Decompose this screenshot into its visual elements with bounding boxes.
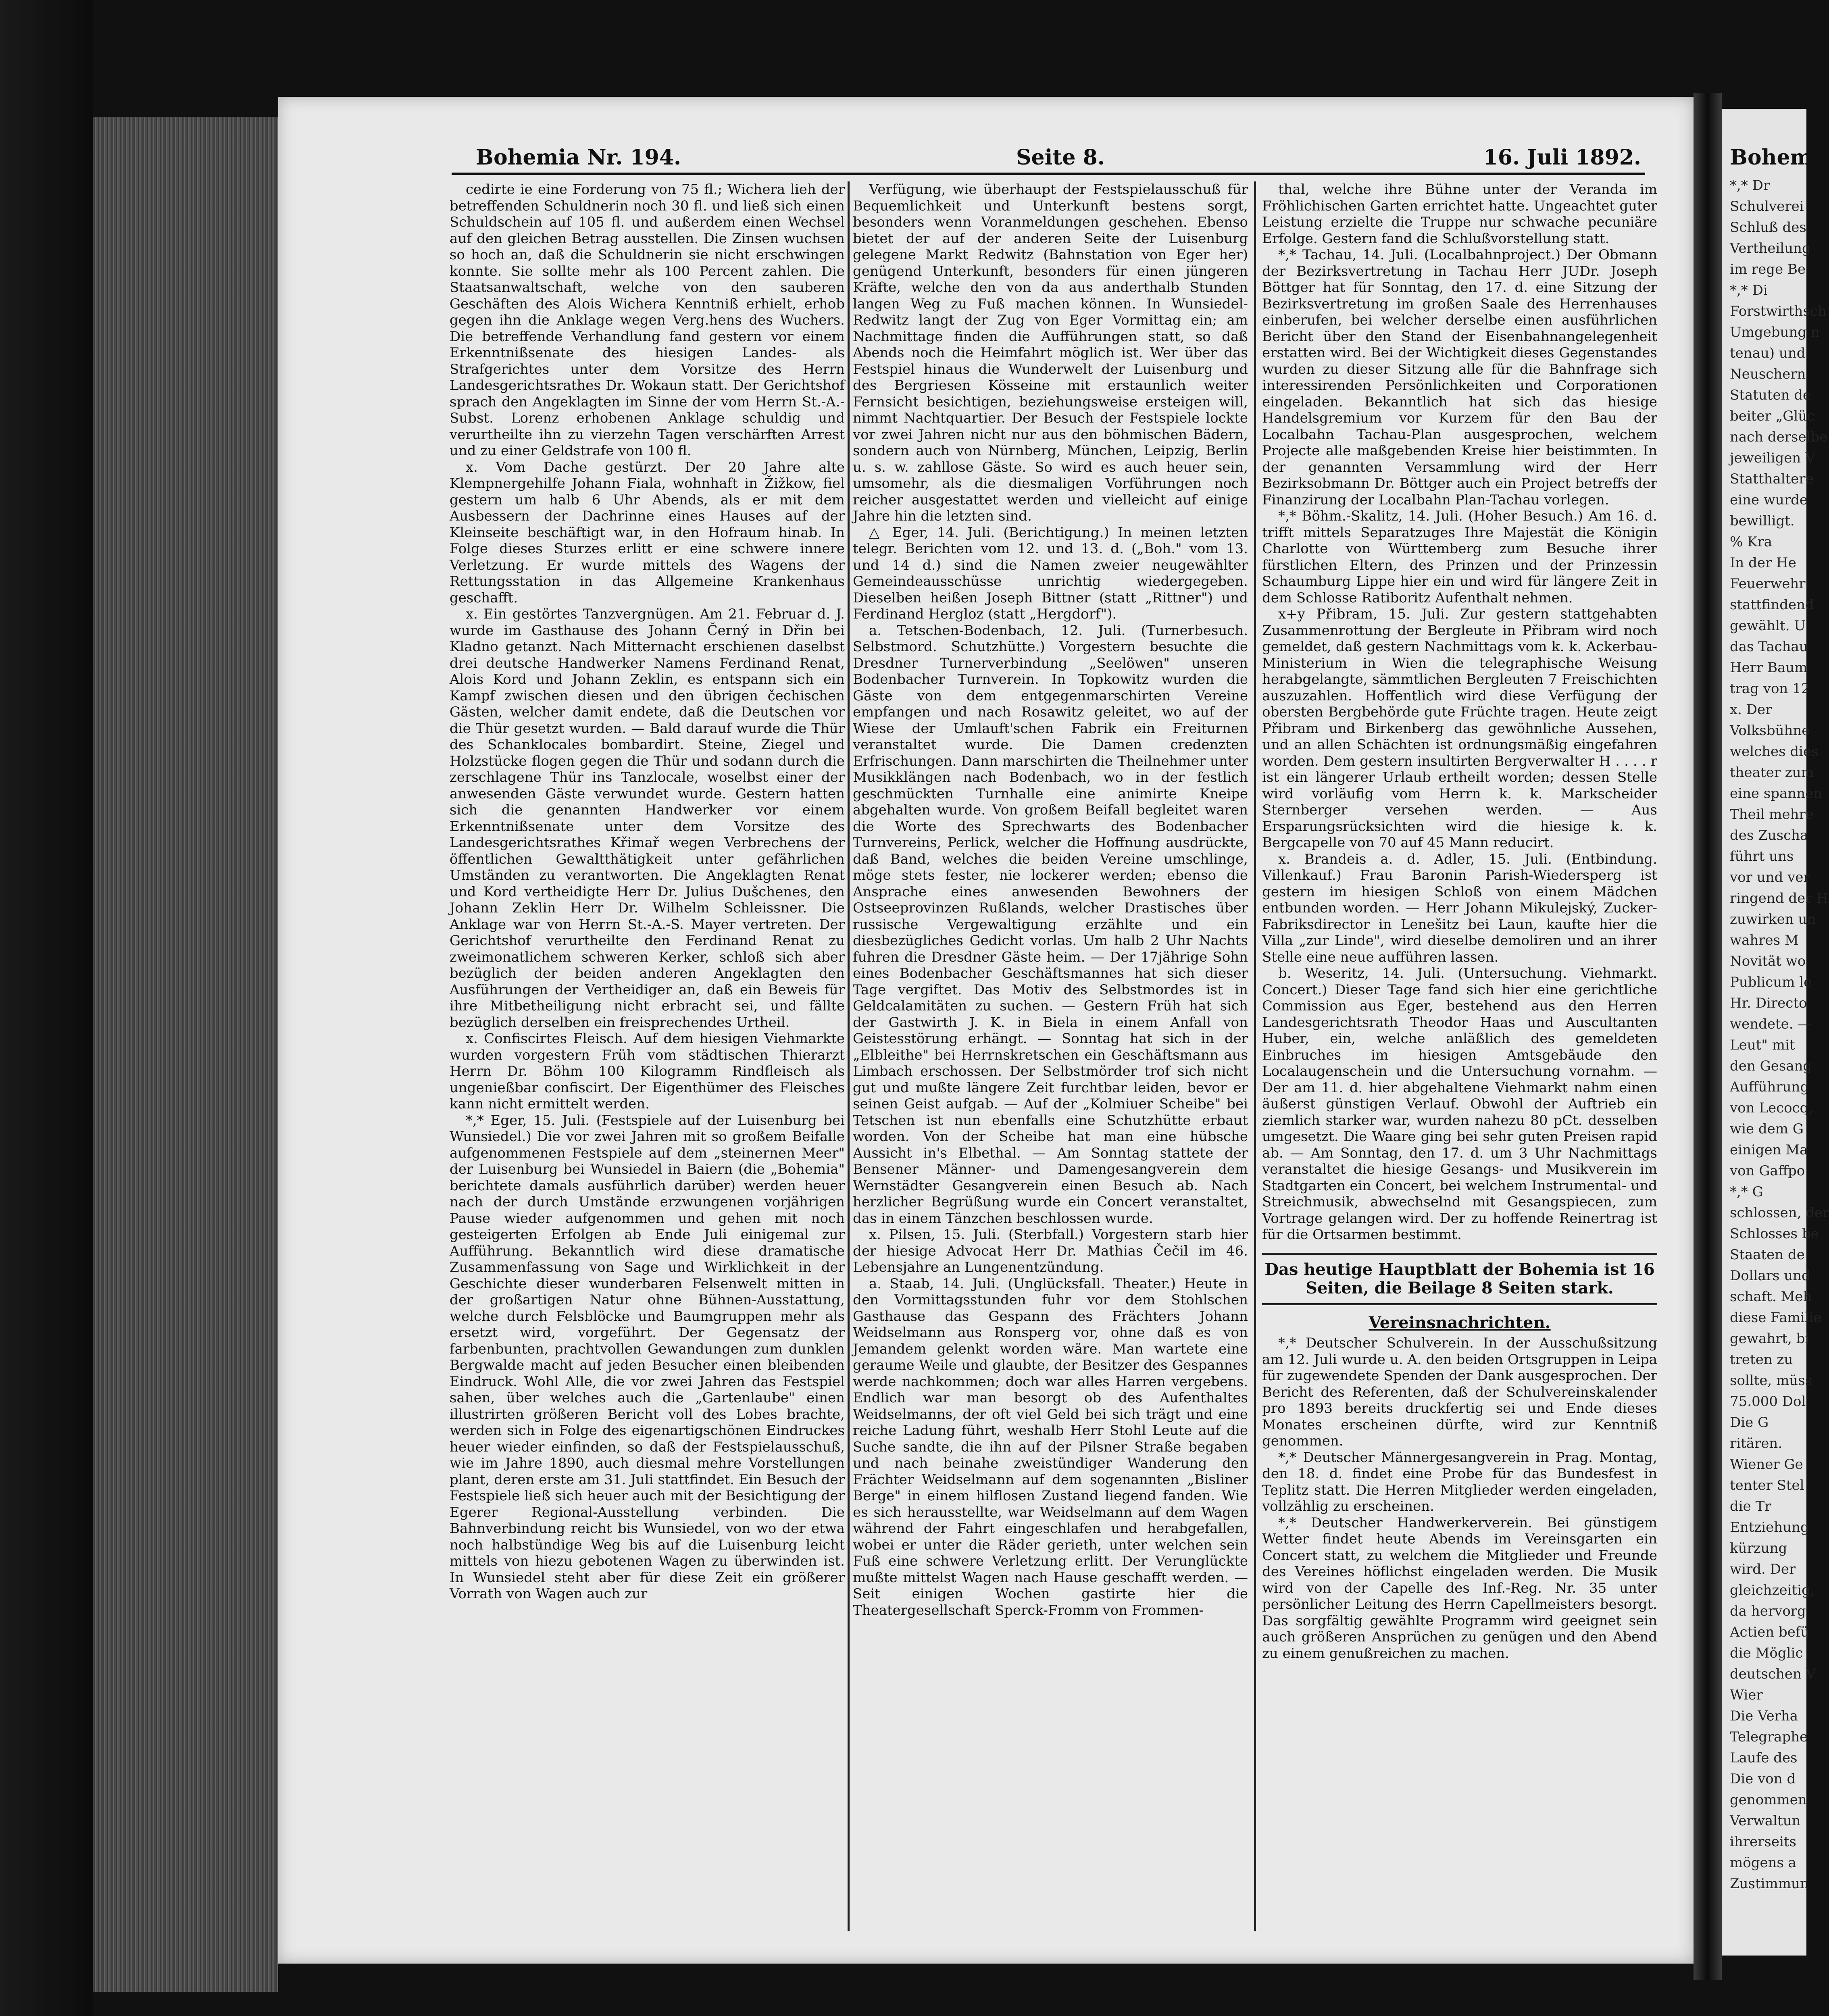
adjacent-page-line: 75.000 Dol (1730, 1393, 1806, 1410)
adjacent-page-line: Publicum le (1730, 974, 1812, 990)
adjacent-page-line: den Gesang (1730, 1058, 1812, 1074)
article-paragraph: Verfügung, wie überhaupt der Festspielausschuß für Bequemlichkeit und Unterkunft bestens sorgt, besonders wenn Voranmeldungen geschehen. Ebenso bietet der auf der anderen Seite der Luisenburg gelegene Markt Redwitz (Bahnstation von Eger her) genügend Unterkunft, besonders für einen jüngeren Kräfte, welche den von da aus anderthalb Stunden langen Weg zu Fuß machen können. In Wunsiedel-Redwitz langt der Zug von Eger Vormittag ein; am Nachmittage finden die Aufführungen statt, so daß Abends noch die Heimfahrt möglich ist. Wer über das Festspiel hinaus die Wunderwelt der Luisenburg und des Bergriesen Kösseine mit erstaunlich weiter Fernsicht besichtigen, beziehungsweise ersteigen will, nimmt Nachtquartier. Der Besuch der Festspiele lockte vor zwei Jahren nicht nur aus den böhmischen Bädern, sondern auch von Nürnberg, München, Leipzig, Berlin u. s. w. zahllose Gäste. So wird es auch heuer sein, umsomehr, als die diesmaligen Vorführungen noch reicher ausgestattet werden und vielleicht auf einige Jahre hin die letzten sind. (853, 181, 1248, 524)
article-paragraph: a. Tetschen-Bodenbach, 12. Juli. (Turnerbesuch. Selbstmord. Schutzhütte.) Vorgestern besuchte die Dresdner Turnerverbindung „Seelöwen" unseren Bodenbacher Turnverein. In Topkowitz wurden die Gäste von dem entgegenmarschirten Vereine empfangen und nach Rosawitz geleitet, wo auf der Wiese der Umlauft'schen Fabrik ein Freiturnen veranstaltet wurde. Die Damen credenzten Erfrischungen. Dann marschirten die Theilnehmer unter Musikklängen nach Bodenbach, wo in der festlich geschmückten Turnhalle eine animirte Kneipe abgehalten wurde. Von großem Beifall begleitet waren die Worte des Sprechwarts des Bodenbacher Turnvereins, Perlick, welcher die Hoffnung ausdrückte, daß Band, welches die beiden Vereine umschlinge, möge stets fester, nie lockerer werden; ebenso die Ansprache eines anwesenden Bewohners der Ostseeprovinzen Rußlands, welcher Drastisches über russische Vergewaltigung erzählte und ein diesbezügliches Gedicht vorlas. Um halb 2 Uhr Nachts fuhren die Dresdner Gäste heim. — Der 17jährige Sohn eines Bodenbacher Geschäftsmannes hat sich dieser Tage vergiftet. Das Motiv des Selbstmordes ist in Geldcalamitäten zu suchen. — Gestern Früh hat sich der Gastwirth J. K. in Biela in einem Anfall von Geistesstörung erhängt. — Sonntag hat sich in der „Elbleithe" bei Herrnskretschen ein Geschäftsmann aus Limbach erschossen. Der Selbstmörder trof sich nicht gut und mußte längere Zeit furchtbar leiden, bevor er seinen Geist aufgab. — Auf der „Kolmiuer Scheibe" bei Tetschen ist nun ebenfalls eine Schutzhütte erbaut worden. Von der Scheibe hat man eine hübsche Aussicht in's Elbethal. — Am Sonntag stattete der Bensener Männer- und Damengesangverein dem Wernstädter Gesangverein einen Besuch ab. Nach herzlicher Begrüßung wurde ein Concert veranstaltet, das in einem Tänzchen beschlossen wurde. (853, 622, 1248, 1227)
adjacent-page-line: Telegraphe (1730, 1729, 1808, 1745)
adjacent-page-line: Aufführung (1730, 1079, 1809, 1095)
adjacent-page-line: des Zuscha (1730, 827, 1808, 843)
adjacent-page-line: von Gaffpo (1730, 1163, 1805, 1179)
adjacent-page-line: Zustimmun (1730, 1876, 1809, 1892)
adjacent-page-line: Statuten de (1730, 387, 1811, 403)
adjacent-page-line: Herr Baum (1730, 660, 1808, 676)
adjacent-page-line: Statthaltere (1730, 471, 1814, 487)
edition-notice: Das heutige Hauptblatt der Bohemia ist 16 Seiten, die Beilage 8 Seiten stark. (1262, 1253, 1657, 1305)
header-rule (452, 173, 1645, 175)
article-paragraph: x. Pilsen, 15. Juli. (Sterbfall.) Vorgestern starb hier der hiesige Advocat Herr Dr. Mathias Čečil im 46. Lebensjahre an Lungenentzündung. (853, 1227, 1248, 1275)
article-paragraph: thal, welche ihre Bühne unter der Veranda im Fröhlichischen Garten errichtet hatte. Ungeachtet guter Leistung erzielte die Truppe nur schwache pecuniäre Erfolge. Gestern fand die Schlußvorstellung statt. (1262, 181, 1657, 247)
adjacent-page-line: tenter Stel (1730, 1477, 1804, 1493)
article-paragraph: x. Brandeis a. d. Adler, 15. Juli. (Entbindung. Villenkauf.) Frau Baronin Parish-Wiedersperg ist gestern im hiesigen Schloß von einem Mädchen entbunden worden. — Herr Johann Mikulejský, Zucker-Fabriksdirector in Lenešitz bei Laun, kaufte hier die Villa „zur Linde", wird dieselbe demoliren und an ihrer Stelle eine neue aufführen lassen. (1262, 851, 1657, 965)
article-paragraph: *,* Tachau, 14. Juli. (Localbahnproject.) Der Obmann der Bezirksvertretung in Tachau Herr JUDr. Joseph Böttger hat für Sonntag, den 17. d. eine Sitzung der Bezirksvertretung im großen Saale des Herrenhauses einberufen, bei welcher derselbe einen ausführlichen Bericht über den Stand der Eisenbahnangelegenheit erstatten wird. Bei der Wichtigkeit dieses Gegenstandes wurden zu dieser Sitzung alle für die Bahnfrage sich interessirenden Persönlichkeiten und Corporationen eingeladen. Bekanntlich hat sich das hiesige Handelsgremium vor Kurzem für den Bau der Localbahn Tachau-Plan ausgesprochen, welchem Projecte alle maßgebenden Kreise hier beistimmten. In der genannten Versammlung wird der Herr Bezirksobmann Dr. Böttger auch ein Project betreffs der Finanzirung der Localbahn Plan-Tachau vorlegen. (1262, 247, 1657, 508)
adjacent-page-line: Staaten de (1730, 1247, 1805, 1263)
adjacent-page-line: x. Der (1730, 702, 1772, 718)
adjacent-page-line: gewahrt, bi (1730, 1331, 1810, 1347)
article-paragraph: x. Ein gestörtes Tanzvergnügen. Am 21. Februar d. J. wurde im Gasthause des Johann Černý in Dřin bei Kladno getanzt. Nach Mitternacht erschienen daselbst drei deutsche Handwerker Namens Ferdinand Renat, Alois Kord und Johann Zeklin, es entspann sich ein Kampf zwischen diesen und den übrigen čechischen Gästen, welcher damit endete, daß die Deutschen vor die Thür gesetzt wurden. — Bald darauf wurde die Thür des Schanklocales bombardirt. Steine, Ziegel und Holzstücke flogen gegen die Thür und sodann durch die zerschlagene Thür ins Tanzlocale, woselbst einer der anwesenden Gäste verwundet wurde. Gestern hatten sich die genannten Handwerker vor einem Erkenntnißsenate unter dem Vorsitze des Landesgerichtsrathes Křimař wegen Verbrechens der öffentlichen Gewaltthätigkeit unter gefährlichen Umständen zu verantworten. Die Angeklagten Renat und Kord vertheidigte Herr Dr. Julius Dušchenes, den Johann Zeklin Herr Dr. Wilhelm Schleissner. Die Anklage war von Herrn St.-A.-S. Mayer vertreten. Der Gerichtshof verurtheilte den Ferdinand Renat zu zweimonatlichem schweren Kerker, schloß sich aber bezüglich der beiden anderen Angeklagten den Ausführungen der Vertheidiger an, daß ein Beweis für ihre Mitbetheiligung nicht erbracht sei, und fällte bezüglich derselben ein freisprechendes Urtheil. (450, 606, 845, 1031)
adjacent-page-line: Schulverei (1730, 198, 1804, 215)
adjacent-page-line: Dollars und (1730, 1268, 1810, 1284)
adjacent-page-line: Feuerwehr (1730, 576, 1806, 592)
adjacent-page-line: trag von 12 (1730, 681, 1810, 697)
adjacent-page-header: Bohem (1730, 145, 1812, 170)
adjacent-page-line: Volksbühne (1730, 723, 1810, 739)
article-paragraph: x+y Přibram, 15. Juli. Zur gestern stattgehabten Zusammenrottung der Bergleute in Přibram wird noch gemeldet, daß gestern Nachmittags vom k. k. Ackerbau-Ministerium in Wien die telegraphische Weisung herabgelangte, sämmtlichen Bergleuten 7 Freischichten auszuzahlen. Hoffentlich wird diese Verfügung der obersten Bergbehörde gute Früchte tragen. Heute zeigt Přibram und Birkenberg das gewöhnliche Aussehen, und an allen Schächten ist ordnungsmäßig eingefahren worden. Dem gestern insultirten Bergverwalter H . . . . r ist ein längerer Urlaub ertheilt worden; dessen Stelle wird vorläufig vom Herrn k. k. Markscheider Sternberger versehen werden. — Aus Ersparungsrücksichten wird die hiesige k. k. Bergcapelle von 70 auf 45 Mann reducirt. (1262, 606, 1657, 851)
adjacent-page-line: Actien befü (1730, 1624, 1810, 1640)
adjacent-page-line: vor und ver (1730, 869, 1810, 885)
scan-background (0, 0, 93, 2016)
adjacent-page-line: genommen (1730, 1792, 1807, 1808)
adjacent-page-line: *,* G (1730, 1184, 1763, 1200)
adjacent-page-line: % Kra (1730, 534, 1773, 550)
adjacent-page-line: das Tachau (1730, 639, 1808, 655)
page-header (452, 145, 1645, 173)
adjacent-page-line: eine wurde (1730, 492, 1808, 508)
adjacent-page-line: ritären. (1730, 1435, 1783, 1452)
article-paragraph: △ Eger, 14. Juli. (Berichtigung.) In meinen letzten telegr. Berichten vom 12. und 13. d. („Boh." vom 13. und 14 d.) sind die Namen zweier neugewählter Gemeindeausschüsse unrichtig wiedergegeben. Dieselben heißen Joseph Bittner (statt „Rittner") und Ferdinand Hergloz (statt „Hergdorf"). (853, 524, 1248, 622)
column-divider (1254, 181, 1256, 1931)
article-paragraph: cedirte ie eine Forderung von 75 fl.; Wichera lieh der betreffenden Schuldnerin noch 30 fl. und ließ sich einen Schuldschein auf 105 fl. und außerdem einen Wechsel auf den gleichen Betrag ausstellen. Die Zinsen wuchsen so hoch an, daß die Schuldnerin sie nicht erschwingen konnte. Sie sollte mehr als 100 Percent zahlen. Die Staatsanwaltschaft, welche von den sauberen Geschäften des Alois Wichera Kenntniß erhielt, erhob gegen ihn die Anklage wegen Verg.hens des Wuchers. Die betreffende Verhandlung fand gestern vor einem Erkenntnißsenate des hiesigen Landes- als Strafgerichtes unter dem Vorsitze des Herrn Landesgerichtsrathes Dr. Wokaun statt. Der Gerichtshof sprach den Angeklagten im Sinne der vom Herrn St.-A.-Subst. Lorenz erhobenen Anklage schuldig und verurtheilte ihn zu vierzehn Tagen verschärften Arrest und zu einer Geldstrafe von 100 fl. (450, 181, 845, 459)
adjacent-page-line: ringend der H (1730, 890, 1828, 906)
adjacent-page-line: Die G (1730, 1414, 1769, 1431)
adjacent-page-line: jeweiligen V (1730, 450, 1815, 466)
adjacent-page-line: wahres M (1730, 932, 1799, 948)
adjacent-page-line: schlossen, der (1730, 1205, 1829, 1221)
adjacent-page-line: Die von d (1730, 1771, 1796, 1787)
adjacent-page-line: diese Familie (1730, 1310, 1822, 1326)
masthead-issue: Bohemia Nr. 194. (476, 145, 681, 170)
adjacent-page-line: *,* Di (1730, 282, 1768, 298)
article-paragraph: *,* Eger, 15. Juli. (Festspiele auf der Luisenburg bei Wunsiedel.) Die vor zwei Jahren mit so großem Beifalle aufgenommenen Festspiele auf dem „steinernen Meer" der Luisenburg bei Wunsiedel in Baiern (die „Bohemia" berichtete damals ausführlich darüber) werden heuer nach der durch Umstände erzwungenen vorjährigen Pause wieder aufgenommen und gehen mit noch gesteigerten Erfolgen ab Ende Juli einigemal zur Aufführung. Bekanntlich wird diese dramatische Zusammenfassung von Sage und Wirklichkeit in der Geschichte dieser wunderbaren Felsenwelt mitten in der großartigen Natur ohne Bühnen-Ausstattung, welche durch Felsblöcke und Baumgruppen mehr als ersetzt wird, vorgeführt. Der Gegensatz der farbenbunten, prachtvollen Gewandungen zum dunklen Bergwalde macht auf jeden Besucher einen bleibenden Eindruck. Wohl Alle, die vor zwei Jahren das Festspiel sahen, über welches auch die „Gartenlaube" einen illustrirten größeren Bericht voll des Lobes brachte, werden sich in Folge des eigenartigschönen Eindruckes heuer wieder einfinden, so daß der Festspielausschuß, wie im Jahre 1890, auch diesmal mehre Vorstellungen plant, deren erste am 31. Juli stattfindet. Ein Besuch der Festspiele ließ sich heuer auch mit der Besichtigung der Egerer Regional-Ausstellung verbinden. Die Bahnverbindung reicht bis Wunsiedel, von wo der etwa noch halbstündige Weg bis auf die Luisenburg leicht mittels von hiezu gebotenen Wagen zu überwinden ist. In Wunsiedel steht aber für diese Zeit ein größerer Vorrath von Wagen auch zur (450, 1112, 845, 1602)
adjacent-page-line: kürzung (1730, 1540, 1787, 1556)
article-paragraph: *,* Böhm.-Skalitz, 14. Juli. (Hoher Besuch.) Am 16. d. trifft mittels Separatzuges Ihre Majestät die Königin Charlotte von Württemberg zum Besuche ihrer fürstlichen Eltern, des Prinzen und der Prinzessin Schaumburg Lippe hier ein und wird für längere Zeit in dem Schlosse Ratiboritz Aufenthalt nehmen. (1262, 508, 1657, 606)
adjacent-page-line: wendete. — (1730, 1016, 1812, 1032)
adjacent-page-line: Hr. Directo (1730, 995, 1807, 1011)
adjacent-page-line: welches dies (1730, 744, 1819, 760)
article-paragraph: *,* Deutscher Schulverein. In der Ausschußsitzung am 12. Juli wurde u. A. den beiden Ortsgruppen in Leipa für zugewendete Spenden der Dank ausgesprochen. Der Bericht des Referenten, daß der Schulvereinskalender pro 1893 bereits druckfertig sei und Ende dieses Monates erscheinen dürfte, wird zur Kenntniß genommen. (1262, 1335, 1657, 1449)
article-paragraph: a. Staab, 14. Juli. (Unglücksfall. Theater.) Heute in den Vormittagsstunden fuhr vor dem Stohlschen Gasthause das Gespann des Frächters Johann Weidselmann aus Ronsperg vor, ohne daß es von Jemandem gelenkt worden wäre. Man wartete eine geraume Weile und glaubte, der Besitzer des Gespannes werde nachkommen; doch war alles Harren vergebens. Endlich war man besorgt ob des Aufenthaltes Weidselmanns, der oft viel Geld bei sich trägt und eine reiche Ladung führt, weshalb Herr Stohl Leute auf die Suche sandte, die ihn auf der Pilsner Straße begaben und nach beinahe zweistündiger Wanderung den Frächter Weidselmann auf dem sogenannten „Bisliner Berge" in einem hilflosen Zustand liegend fanden. Wie es sich herausstellte, war Weidselmann auf dem Wagen während der Fahrt eingeschlafen und herabgefallen, wobei er unter die Räder gerieth, unter welchen sein Fuß eine schwere Verletzung erlitt. Der Verunglückte mußte mittelst Wagen nach Hause geschafft werden. — Seit einigen Wochen gastirte hier die Theatergesellschaft Sperck-Fromm von Frommen- (853, 1275, 1248, 1618)
adjacent-page-line: gleichzeitig, (1730, 1582, 1815, 1598)
adjacent-page-line: Novität wo (1730, 953, 1806, 969)
adjacent-page-line: von Lecocq, (1730, 1100, 1813, 1116)
article-paragraph: *,* Deutscher Handwerkerverein. Bei günstigem Wetter findet heute Abends im Vereinsgarten ein Concert statt, zu welchem die Mitglieder und Freunde des Vereines höflichst eingeladen werden. Die Musik wird von der Capelle des Inf.-Reg. Nr. 35 unter persönlicher Leitung des Herrn Capellmeisters besorgt. Das sorgfältig gewählte Programm wird geeignet sein auch größeren Ansprüchen zu genügen und den Abend zu einem genußreichen zu machen. (1262, 1514, 1657, 1662)
article-paragraph: b. Weseritz, 14. Juli. (Untersuchung. Viehmarkt. Concert.) Dieser Tage fand sich hier eine gerichtliche Commission aus Eger, bestehend aus den Herren Landesgerichtsrath Theodor Haas und Auscultanten Huber, ein, welche anläßlich des gemeldeten Einbruches im hiesigen Amtsgebäude den Localaugenschein und die Untersuchung vornahm. — Der am 11. d. hier abgehaltene Viehmarkt nahm einen äußerst günstigen Verlauf. Obwohl der Auftrieb ein ziemlich starker war, wurden nahezu 80 pCt. desselben umgesetzt. Die Waare ging bei sehr guten Preisen rapid ab. — Am Sonntag, den 17. d. um 3 Uhr Nachmittags veranstaltet die hiesige Gesangs- und Musikverein im Stadtgarten ein Concert, bei welchem Instrumental- und Streichmusik, abwechselnd mit Gesangspiecen, zum Vortrage gelangen wird. Der zu hoffende Reinertrag ist für die Ortsarmen bestimmt. (1262, 965, 1657, 1243)
page-number: Seite 8. (1016, 145, 1105, 170)
adjacent-page-line: gewählt. U (1730, 618, 1806, 634)
adjacent-page-line: die Tr (1730, 1498, 1771, 1514)
adjacent-page-line: theater zum (1730, 764, 1814, 781)
adjacent-page-line: Schluß des (1730, 219, 1806, 235)
adjacent-page-line: Forstwirthsch (1730, 303, 1827, 319)
adjacent-page-line: Schlosses be (1730, 1226, 1819, 1242)
book-page-edges (93, 117, 278, 1992)
issue-date: 16. Juli 1892. (1483, 145, 1641, 170)
adjacent-page-line: Leut" mit (1730, 1037, 1795, 1053)
adjacent-page-line: Vertheilung (1730, 240, 1811, 256)
adjacent-page-line: wie dem G (1730, 1121, 1804, 1137)
adjacent-page-line: Wiener Ge (1730, 1456, 1803, 1472)
adjacent-page-line: nach derselbe (1730, 429, 1828, 445)
adjacent-page-line: führt uns (1730, 848, 1794, 864)
article-paragraph: x. Confiscirtes Fleisch. Auf dem hiesigen Viehmarkte wurden vorgestern Früh vom städtischen Thierarzt Herrn Dr. Böhm 100 Kilogramm Rindfleisch als ungenießbar confiscirt. Der Eigenthümer des Fleisches kann nicht ermittelt werden. (450, 1031, 845, 1112)
adjacent-page-line: beiter „Glüc (1730, 408, 1815, 424)
adjacent-page-line: Laufe des (1730, 1750, 1798, 1766)
adjacent-page-line: treten zu (1730, 1352, 1793, 1368)
adjacent-page-line: mögens a (1730, 1855, 1797, 1871)
adjacent-page-line: Entziehung (1730, 1519, 1809, 1535)
adjacent-page-line: tenau) und (1730, 345, 1806, 361)
adjacent-page-line: wird. Der (1730, 1561, 1796, 1577)
adjacent-page-line: einigen Ma (1730, 1142, 1808, 1158)
adjacent-page-line: stattfindend (1730, 597, 1814, 613)
adjacent-page-line: im rege Be (1730, 261, 1806, 277)
adjacent-page-line: Theil mehre (1730, 806, 1814, 823)
adjacent-page-line: Die Verha (1730, 1708, 1798, 1724)
adjacent-page-line: Wier (1730, 1687, 1763, 1703)
column-1 (450, 181, 845, 1931)
column-3 (1262, 181, 1657, 1931)
book-gutter (1694, 93, 1722, 1980)
adjacent-page-line: schaft. Meh (1730, 1289, 1812, 1305)
adjacent-page-line: In der He (1730, 555, 1796, 571)
adjacent-page-line: die Möglic (1730, 1645, 1803, 1661)
article-paragraph: *,* Deutscher Männergesangverein in Prag. Montag, den 18. d. findet eine Probe für das Bundesfest in Teplitz statt. Die Herren Mitglieder werden eingeladen, vollzählig zu erscheinen. (1262, 1449, 1657, 1514)
column-2 (853, 181, 1248, 1931)
adjacent-page-line: zuwirken un (1730, 911, 1816, 927)
section-heading: Vereinsnachrichten. (1369, 1313, 1551, 1332)
adjacent-page-line: bewilligt. (1730, 513, 1795, 529)
adjacent-page-line: eine spannen (1730, 785, 1823, 802)
column-divider (848, 181, 850, 1931)
adjacent-page-line: Neuschern (1730, 366, 1806, 382)
adjacent-page-line: *,* Dr (1730, 177, 1770, 194)
adjacent-page-line: da hervorg (1730, 1603, 1806, 1619)
adjacent-page-line: sollte, müss (1730, 1372, 1812, 1389)
adjacent-page (1722, 109, 1829, 1956)
adjacent-page-line: Verwaltun (1730, 1813, 1801, 1829)
adjacent-page-line: Umgebung n (1730, 324, 1820, 340)
adjacent-page-line: ihrerseits (1730, 1834, 1796, 1850)
article-paragraph: x. Vom Dache gestürzt. Der 20 Jahre alte Klempnergehilfe Johann Fiala, wohnhaft in Žižkow, fiel gestern um halb 6 Uhr Abends, als er mit dem Ausbessern der Dachrinne eines Hauses auf der Kleinseite beschäftigt war, in den Hofraum hinab. In Folge dieses Sturzes erlitt er eine schwere innere Verletzung. Er wurde mittels des Wagens der Rettungsstation in das Allgemeine Krankenhaus geschafft. (450, 459, 845, 606)
adjacent-page-line: deutschen V (1730, 1666, 1816, 1682)
